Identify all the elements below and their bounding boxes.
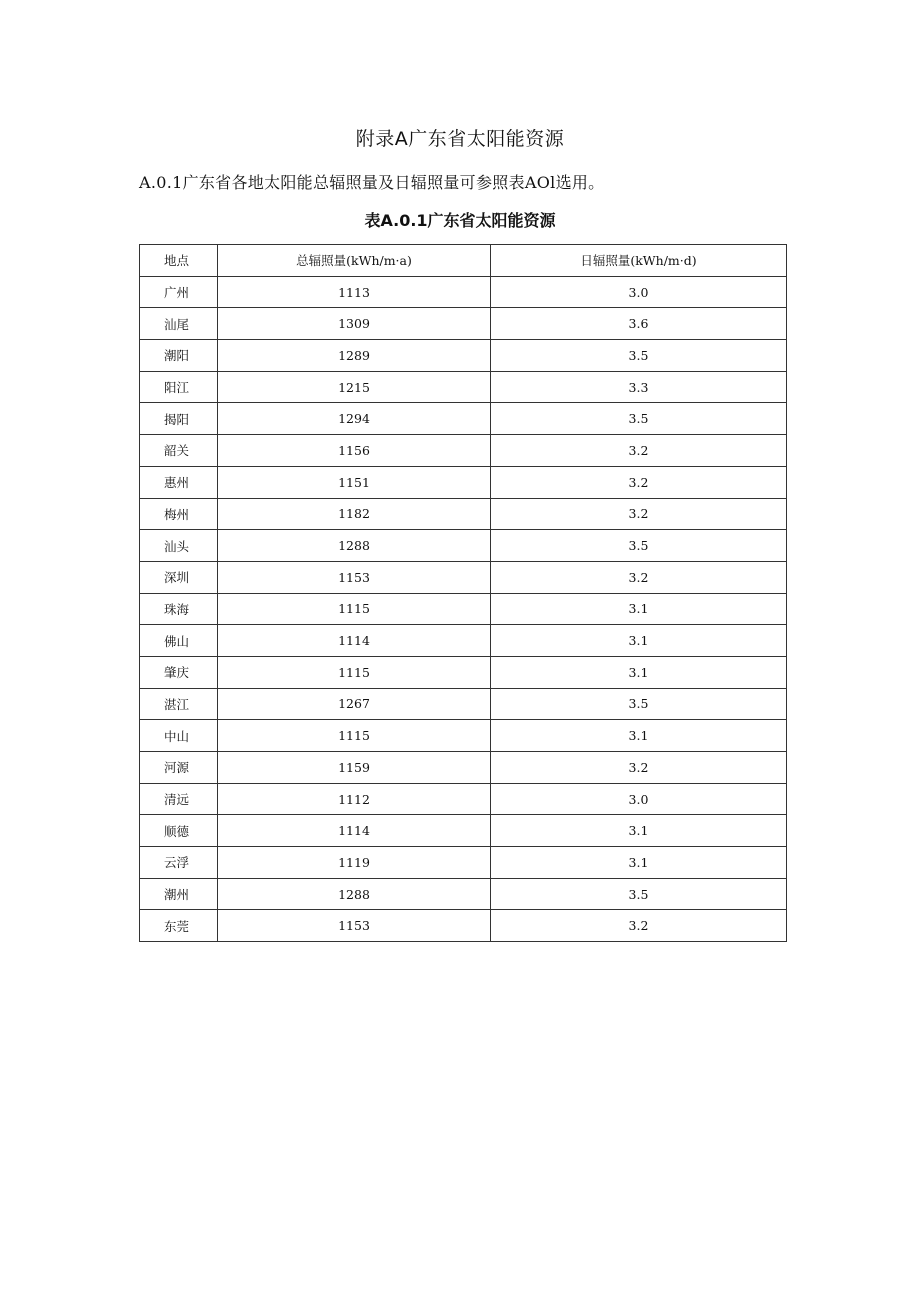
cell-daily-irradiation: 3.1 (491, 593, 787, 625)
table-row (140, 752, 787, 784)
cell-location: 梅州 (140, 498, 218, 530)
appendix-heading: 附录A广东省太阳能资源 (355, 128, 565, 150)
cell-location: 云浮 (140, 847, 218, 879)
cell-location: 清远 (140, 783, 218, 815)
table-row (140, 435, 787, 467)
cell-location: 汕头 (140, 530, 218, 562)
cell-daily-irradiation: 3.2 (491, 752, 787, 784)
intro-paragraph: A.0.1广东省各地太阳能总辐照量及日辐照量可参照表AOl选用。 (139, 173, 605, 192)
table-row (140, 656, 787, 688)
cell-total-irradiation: 1288 (218, 878, 491, 910)
table-row (140, 593, 787, 625)
table-header-row (140, 245, 787, 277)
table-row (140, 498, 787, 530)
cell-location: 韶关 (140, 435, 218, 467)
cell-location: 佛山 (140, 625, 218, 657)
cell-total-irradiation: 1289 (218, 340, 491, 372)
header-daily-irradiation: 日辐照量(kWh/m·d) (491, 245, 787, 277)
cell-daily-irradiation: 3.5 (491, 688, 787, 720)
table-row (140, 910, 787, 942)
table-row (140, 688, 787, 720)
cell-location: 河源 (140, 752, 218, 784)
cell-location: 肇庆 (140, 656, 218, 688)
cell-total-irradiation: 1115 (218, 593, 491, 625)
cell-daily-irradiation: 3.2 (491, 498, 787, 530)
cell-daily-irradiation: 3.5 (491, 530, 787, 562)
cell-total-irradiation: 1159 (218, 752, 491, 784)
cell-total-irradiation: 1115 (218, 720, 491, 752)
cell-location: 汕尾 (140, 308, 218, 340)
cell-total-irradiation: 1215 (218, 371, 491, 403)
header-location: 地点 (140, 245, 218, 277)
cell-location: 潮阳 (140, 340, 218, 372)
cell-daily-irradiation: 3.5 (491, 878, 787, 910)
cell-total-irradiation: 1119 (218, 847, 491, 879)
cell-location: 顺德 (140, 815, 218, 847)
cell-location: 阳江 (140, 371, 218, 403)
cell-location: 惠州 (140, 466, 218, 498)
cell-location: 中山 (140, 720, 218, 752)
cell-location: 深圳 (140, 561, 218, 593)
cell-daily-irradiation: 3.1 (491, 720, 787, 752)
cell-daily-irradiation: 3.1 (491, 815, 787, 847)
table-row (140, 276, 787, 308)
cell-total-irradiation: 1113 (218, 276, 491, 308)
cell-location: 珠海 (140, 593, 218, 625)
table-row (140, 308, 787, 340)
cell-total-irradiation: 1115 (218, 656, 491, 688)
cell-total-irradiation: 1288 (218, 530, 491, 562)
cell-total-irradiation: 1114 (218, 625, 491, 657)
cell-total-irradiation: 1294 (218, 403, 491, 435)
table-row (140, 720, 787, 752)
table-row (140, 530, 787, 562)
cell-daily-irradiation: 3.2 (491, 466, 787, 498)
table-row (140, 878, 787, 910)
cell-total-irradiation: 1153 (218, 910, 491, 942)
cell-location: 东莞 (140, 910, 218, 942)
cell-location: 潮州 (140, 878, 218, 910)
table-row (140, 340, 787, 372)
table-row (140, 625, 787, 657)
cell-daily-irradiation: 3.2 (491, 910, 787, 942)
cell-total-irradiation: 1153 (218, 561, 491, 593)
cell-location: 广州 (140, 276, 218, 308)
cell-total-irradiation: 1309 (218, 308, 491, 340)
cell-total-irradiation: 1151 (218, 466, 491, 498)
cell-daily-irradiation: 3.6 (491, 308, 787, 340)
table-row (140, 561, 787, 593)
table-body (140, 276, 787, 941)
solar-resource-table (139, 244, 787, 942)
cell-total-irradiation: 1267 (218, 688, 491, 720)
table-row (140, 371, 787, 403)
cell-total-irradiation: 1114 (218, 815, 491, 847)
cell-location: 湛江 (140, 688, 218, 720)
cell-daily-irradiation: 3.3 (491, 371, 787, 403)
table-row (140, 403, 787, 435)
cell-daily-irradiation: 3.0 (491, 276, 787, 308)
table-row (140, 815, 787, 847)
table-row (140, 847, 787, 879)
table-title: 表A.0.1广东省太阳能资源 (364, 211, 556, 230)
table-row (140, 466, 787, 498)
cell-daily-irradiation: 3.1 (491, 656, 787, 688)
header-total-irradiation: 总辐照量(kWh/m·a) (218, 245, 491, 277)
cell-daily-irradiation: 3.1 (491, 847, 787, 879)
cell-daily-irradiation: 3.1 (491, 625, 787, 657)
cell-daily-irradiation: 3.0 (491, 783, 787, 815)
table-row (140, 783, 787, 815)
cell-daily-irradiation: 3.2 (491, 561, 787, 593)
cell-total-irradiation: 1112 (218, 783, 491, 815)
cell-daily-irradiation: 3.5 (491, 340, 787, 372)
cell-total-irradiation: 1156 (218, 435, 491, 467)
cell-location: 揭阳 (140, 403, 218, 435)
cell-daily-irradiation: 3.2 (491, 435, 787, 467)
cell-daily-irradiation: 3.5 (491, 403, 787, 435)
cell-total-irradiation: 1182 (218, 498, 491, 530)
